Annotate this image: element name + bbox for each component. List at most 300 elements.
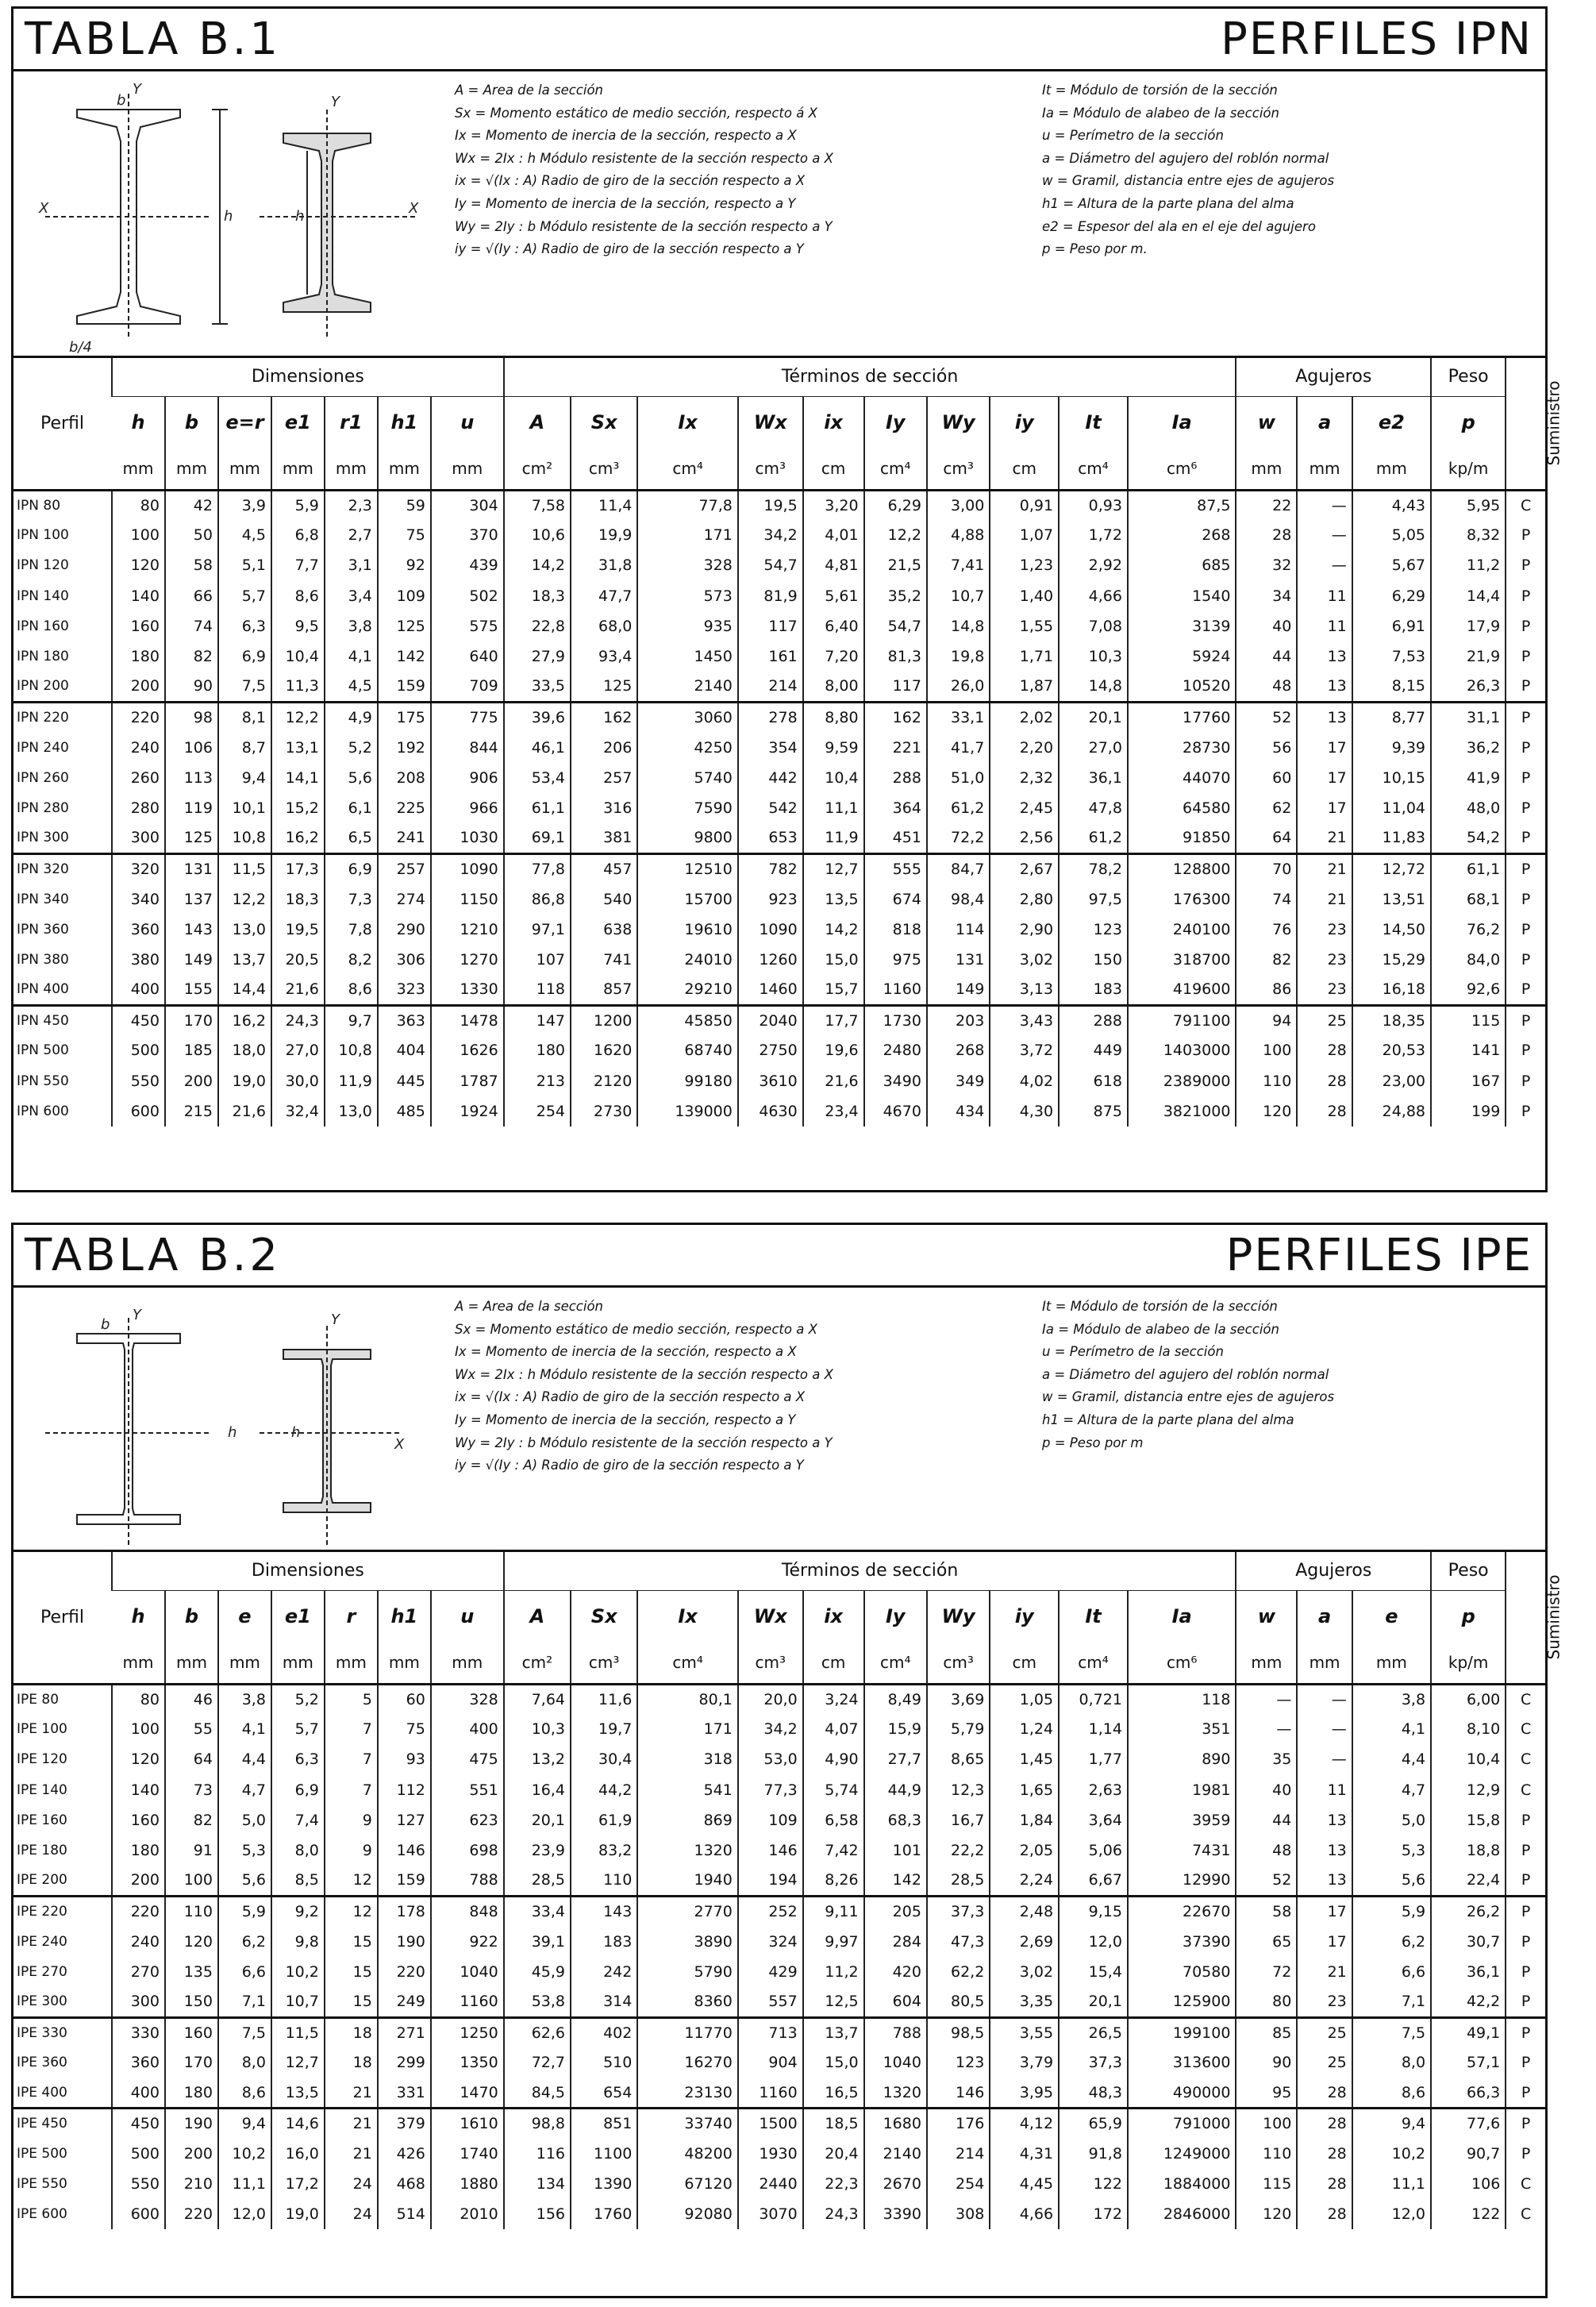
table-row bbox=[13, 702, 1545, 732]
table-cell: 3,69 bbox=[927, 1684, 990, 1714]
table-cell: 16,2 bbox=[271, 823, 325, 853]
table-cell: 21 bbox=[1297, 853, 1352, 884]
table-cell: 1320 bbox=[864, 2078, 927, 2108]
table-cell: 331 bbox=[378, 2078, 431, 2108]
table-cell: 349 bbox=[927, 1066, 990, 1096]
table-cell: 76,2 bbox=[1431, 915, 1506, 945]
table-cell: 200 bbox=[112, 672, 165, 702]
table-cell: 7590 bbox=[637, 793, 738, 823]
table-cell: 1730 bbox=[864, 1005, 927, 1035]
table-cell: 99180 bbox=[637, 1066, 738, 1096]
table-cell: 28 bbox=[1297, 2169, 1352, 2199]
table-cell: 2120 bbox=[571, 1066, 637, 1096]
table-row bbox=[13, 1927, 1545, 1957]
table-cell: 1,65 bbox=[990, 1775, 1059, 1805]
table-cell: 8,26 bbox=[803, 1866, 864, 1896]
table-cell: 618 bbox=[1059, 1066, 1128, 1096]
table-cell: 8,7 bbox=[218, 733, 271, 763]
column-unit: kp/m bbox=[1431, 449, 1506, 490]
table-cell: 4250 bbox=[637, 733, 738, 763]
table-cell: 113 bbox=[165, 763, 218, 793]
table-cell: 9,5 bbox=[271, 611, 325, 641]
table-cell: 35,2 bbox=[864, 581, 927, 611]
profile-name-cell: IPE 140 bbox=[17, 1781, 67, 1798]
column-header-peso: Peso bbox=[1431, 358, 1506, 396]
supply-cell: P bbox=[1506, 2139, 1545, 2169]
table-cell: 300 bbox=[112, 823, 165, 853]
column-symbol: Sx bbox=[571, 1590, 637, 1643]
table-cell: 1270 bbox=[431, 945, 504, 975]
table-cell: 82 bbox=[165, 641, 218, 672]
table-cell: 146 bbox=[738, 1835, 803, 1866]
table-cell: 8,49 bbox=[864, 1684, 927, 1714]
table-cell: 140 bbox=[112, 581, 165, 611]
table-cell: 288 bbox=[864, 763, 927, 793]
column-symbol: h1 bbox=[378, 396, 431, 449]
legend-item: A = Area de la sección bbox=[455, 83, 604, 98]
table-cell: 1620 bbox=[571, 1035, 637, 1065]
table-cell: 6,9 bbox=[271, 1775, 325, 1805]
table-cell: 17,3 bbox=[271, 853, 325, 884]
table-cell: 20,1 bbox=[1059, 1987, 1128, 2017]
unit-row bbox=[13, 1643, 1545, 1684]
table-cell: 81,9 bbox=[738, 581, 803, 611]
supply-cell: P bbox=[1506, 1096, 1545, 1127]
supply-cell: C bbox=[1506, 1744, 1545, 1774]
supply-cell: P bbox=[1506, 2047, 1545, 2078]
profile-name-cell: IPE 360 bbox=[17, 2055, 67, 2071]
table-cell: 21,5 bbox=[864, 550, 927, 580]
table-cell: 180 bbox=[112, 1835, 165, 1866]
supply-cell: P bbox=[1506, 823, 1545, 853]
table-cell: 21,6 bbox=[803, 1066, 864, 1096]
table-cell: 13,51 bbox=[1352, 884, 1431, 914]
table-cell: 7,42 bbox=[803, 1835, 864, 1866]
table-cell: 208 bbox=[378, 763, 431, 793]
column-symbol: iy bbox=[990, 396, 1059, 449]
profile-name-cell: IPN 360 bbox=[17, 921, 69, 938]
supply-cell: P bbox=[1506, 2017, 1545, 2047]
table-cell: 24,3 bbox=[803, 2199, 864, 2229]
table-row bbox=[13, 672, 1545, 702]
table-cell: 214 bbox=[738, 672, 803, 702]
table-cell: 100 bbox=[1236, 2109, 1297, 2139]
table-cell: 475 bbox=[431, 1744, 504, 1774]
table-cell: 1,72 bbox=[1059, 520, 1128, 550]
table-cell: 21 bbox=[325, 2078, 378, 2108]
legend-item: Sx = Momento estático de medio sección, respecto a X bbox=[455, 1321, 817, 1337]
table-cell: 31,1 bbox=[1431, 702, 1506, 732]
legend-item: Wx = 2Ix : h Módulo resistente de la sección respecto a X bbox=[455, 150, 833, 166]
table-cell: 5,9 bbox=[218, 1896, 271, 1926]
table-row bbox=[13, 641, 1545, 672]
table-cell: 31,8 bbox=[571, 550, 637, 580]
table-ipe bbox=[11, 1223, 1563, 2298]
table-cell: 6,8 bbox=[271, 520, 325, 550]
table-cell: 351 bbox=[1128, 1714, 1236, 1744]
table-cell: 8,2 bbox=[325, 945, 378, 975]
table-cell: 313600 bbox=[1128, 2047, 1236, 2078]
table-cell: 17 bbox=[1297, 1896, 1352, 1926]
table-cell: 11,9 bbox=[803, 823, 864, 853]
table-cell: 10,8 bbox=[218, 823, 271, 853]
table-cell: 53,0 bbox=[738, 1744, 803, 1774]
table-cell: 9,8 bbox=[271, 1927, 325, 1957]
table-cell: 28730 bbox=[1128, 733, 1236, 763]
table-cell: 5,67 bbox=[1352, 550, 1431, 580]
table-cell: 68,0 bbox=[571, 611, 637, 641]
table-cell: 284 bbox=[864, 1927, 927, 1957]
table-cell: 23,9 bbox=[504, 1835, 571, 1866]
table-cell: 12,5 bbox=[803, 1987, 864, 2017]
column-unit: mm bbox=[271, 449, 325, 490]
table-cell: 170 bbox=[165, 1005, 218, 1035]
svg-text:X: X bbox=[39, 200, 49, 217]
table-cell: 5,06 bbox=[1059, 1835, 1128, 1866]
profile-name-cell: IPN 550 bbox=[17, 1073, 69, 1089]
table-cell: 4,31 bbox=[990, 2139, 1059, 2169]
table-cell: 44 bbox=[1236, 1805, 1297, 1835]
column-header-suministro bbox=[1506, 1552, 1563, 1684]
table-cell: 5,0 bbox=[218, 1805, 271, 1835]
column-unit: cm bbox=[803, 449, 864, 490]
table-cell: 48 bbox=[1236, 672, 1297, 702]
table-cell: 150 bbox=[165, 1987, 218, 2017]
table-cell: 85 bbox=[1236, 2017, 1297, 2047]
table-cell: 324 bbox=[738, 1927, 803, 1957]
table-row bbox=[13, 793, 1545, 823]
table-cell: 3490 bbox=[864, 1066, 927, 1096]
profile-name-cell: IPN 400 bbox=[17, 981, 69, 998]
table-cell: 15 bbox=[325, 1927, 378, 1957]
column-header-peso: Peso bbox=[1431, 1552, 1506, 1590]
table-cell: 23 bbox=[1297, 975, 1352, 1005]
table-cell: 19,0 bbox=[218, 1066, 271, 1096]
table-cell: 713 bbox=[738, 2017, 803, 2047]
table-cell: 15 bbox=[325, 1987, 378, 2017]
table-cell: 280 bbox=[112, 793, 165, 823]
supply-cell: P bbox=[1506, 1835, 1545, 1866]
svg-text:b: b bbox=[117, 92, 126, 109]
table-cell: 80,5 bbox=[927, 1987, 990, 2017]
table-cell: 18 bbox=[325, 2017, 378, 2047]
table-cell: 21,6 bbox=[271, 975, 325, 1005]
table-cell: 9,4 bbox=[1352, 2109, 1431, 2139]
table-cell: — bbox=[1297, 550, 1352, 580]
table-cell: 66,3 bbox=[1431, 2078, 1506, 2108]
table-cell: 19,5 bbox=[271, 915, 325, 945]
table-cell: 450 bbox=[112, 1005, 165, 1035]
column-symbol: It bbox=[1059, 396, 1128, 449]
supply-cell: C bbox=[1506, 490, 1545, 520]
table-cell: 451 bbox=[864, 823, 927, 853]
profile-name-cell: IPE 400 bbox=[17, 2084, 67, 2101]
table-cell: 11,9 bbox=[325, 1066, 378, 1096]
table-cell: 12 bbox=[325, 1896, 378, 1926]
supply-cell: P bbox=[1506, 611, 1545, 641]
table-cell: 167 bbox=[1431, 1066, 1506, 1096]
table-cell: 340 bbox=[112, 884, 165, 914]
table-cell: 10,3 bbox=[504, 1714, 571, 1744]
table-row bbox=[13, 975, 1545, 1005]
legend-item: Iy = Momento de inercia de la sección, respecto a Y bbox=[455, 195, 796, 211]
table-cell: 199100 bbox=[1128, 2017, 1236, 2047]
table-row bbox=[13, 884, 1545, 914]
table-row bbox=[13, 2078, 1545, 2108]
table-cell: 80 bbox=[112, 1684, 165, 1714]
column-group-dimensiones: Dimensiones bbox=[112, 358, 504, 396]
supply-cell: P bbox=[1506, 763, 1545, 793]
table-cell: 118 bbox=[504, 975, 571, 1005]
table-cell: 2730 bbox=[571, 1096, 637, 1127]
table-cell: 791000 bbox=[1128, 2109, 1236, 2139]
profile-name-cell: IPN 280 bbox=[17, 799, 69, 816]
table-cell: 57,1 bbox=[1431, 2047, 1506, 2078]
table-cell: 400 bbox=[431, 1714, 504, 1744]
table-cell: 142 bbox=[378, 641, 431, 672]
table-cell: 7,5 bbox=[218, 2017, 271, 2047]
table-cell: 92,6 bbox=[1431, 975, 1506, 1005]
table-cell: 7,58 bbox=[504, 490, 571, 520]
table-row bbox=[13, 2199, 1545, 2229]
supply-cell: P bbox=[1506, 672, 1545, 702]
profile-name-cell: IPN 600 bbox=[17, 1103, 69, 1119]
table-cell: 28 bbox=[1236, 520, 1297, 550]
table-cell: 80 bbox=[1236, 1987, 1297, 2017]
column-symbol: r1 bbox=[325, 396, 378, 449]
table-cell: 73 bbox=[165, 1775, 218, 1805]
supply-cell: P bbox=[1506, 1066, 1545, 1096]
table-row bbox=[13, 520, 1545, 550]
table-cell: 120 bbox=[112, 550, 165, 580]
table-cell: 28 bbox=[1297, 2139, 1352, 2169]
table-cell: 555 bbox=[864, 853, 927, 884]
table-cell: 18,35 bbox=[1352, 1005, 1431, 1035]
table-cell: 8,65 bbox=[927, 1744, 990, 1774]
table-cell: 15700 bbox=[637, 884, 738, 914]
table-cell: 200 bbox=[112, 1866, 165, 1896]
supply-cell: P bbox=[1506, 2078, 1545, 2108]
table-cell: 240 bbox=[112, 733, 165, 763]
supply-cell: P bbox=[1506, 975, 1545, 1005]
table-cell: 3390 bbox=[864, 2199, 927, 2229]
table-cell: 10,8 bbox=[325, 1035, 378, 1065]
table-cell: 857 bbox=[571, 975, 637, 1005]
table-cell: 13,7 bbox=[218, 945, 271, 975]
legend-item: Sx = Momento estático de medio sección, respecto á X bbox=[455, 105, 817, 121]
table-cell: 450 bbox=[112, 2109, 165, 2139]
table-cell: 381 bbox=[571, 823, 637, 853]
table-cell: 12510 bbox=[637, 853, 738, 884]
table-cell: 16270 bbox=[637, 2047, 738, 2078]
table-cell: 28 bbox=[1297, 1096, 1352, 1127]
table-cell: 15,0 bbox=[803, 2047, 864, 2078]
table-cell: 13,1 bbox=[271, 733, 325, 763]
table-cell: 8,15 bbox=[1352, 672, 1431, 702]
table-cell: 4,9 bbox=[325, 702, 378, 732]
table-cell: 5,95 bbox=[1431, 490, 1506, 520]
table-cell: 2389000 bbox=[1128, 1066, 1236, 1096]
table-cell: 134 bbox=[504, 2169, 571, 2199]
table-cell: 60 bbox=[1236, 763, 1297, 793]
table-cell: 10,2 bbox=[271, 1957, 325, 1987]
table-cell: 28 bbox=[1297, 1035, 1352, 1065]
table-cell: 922 bbox=[431, 1927, 504, 1957]
table-cell: 1,84 bbox=[990, 1805, 1059, 1835]
table-cell: 557 bbox=[738, 1987, 803, 2017]
table-cell: 457 bbox=[571, 853, 637, 884]
column-unit: mm bbox=[1297, 1643, 1352, 1684]
table-cell: 2,90 bbox=[990, 915, 1059, 945]
table-cell: 225 bbox=[378, 793, 431, 823]
table-cell: 116 bbox=[504, 2139, 571, 2169]
table-cell: 161 bbox=[738, 641, 803, 672]
table-cell: 110 bbox=[165, 1896, 218, 1926]
table-cell: 4,90 bbox=[803, 1744, 864, 1774]
column-header-suministro bbox=[1506, 358, 1563, 490]
supply-cell: P bbox=[1506, 853, 1545, 884]
table-cell: 92080 bbox=[637, 2199, 738, 2229]
table-cell: 128800 bbox=[1128, 853, 1236, 884]
column-unit: cm⁶ bbox=[1128, 1643, 1236, 1684]
table-cell: 818 bbox=[864, 915, 927, 945]
table-cell: 354 bbox=[738, 733, 803, 763]
table-cell: 6,9 bbox=[325, 853, 378, 884]
legend-item: u = Perímetro de la sección bbox=[1042, 1344, 1224, 1360]
table-cell: 14,4 bbox=[218, 975, 271, 1005]
table-cell: 542 bbox=[738, 793, 803, 823]
table-cell: 50 bbox=[165, 520, 218, 550]
table-cell: 7,53 bbox=[1352, 641, 1431, 672]
table-cell: 7,1 bbox=[1352, 1987, 1431, 2017]
table-cell: 125 bbox=[378, 611, 431, 641]
table-cell: 5,2 bbox=[271, 1684, 325, 1714]
table-cell: 7,5 bbox=[218, 672, 271, 702]
table-cell: 72 bbox=[1236, 1957, 1297, 1987]
table-cell: 18,3 bbox=[504, 581, 571, 611]
profile-name-cell: IPN 140 bbox=[17, 587, 69, 604]
table-cell: 9,59 bbox=[803, 733, 864, 763]
legend-item: w = Gramil, distancia entre ejes de agujeros bbox=[1042, 173, 1335, 189]
table-cell: 97,5 bbox=[1059, 884, 1128, 914]
table-cell: 1478 bbox=[431, 1005, 504, 1035]
table-cell: 1940 bbox=[637, 1866, 738, 1896]
profile-name-cell: IPN 80 bbox=[13, 490, 112, 520]
legend-item: Wx = 2Ix : h Módulo resistente de la sección respecto a X bbox=[455, 1366, 833, 1382]
table-cell: 252 bbox=[738, 1896, 803, 1926]
table-cell: 6,9 bbox=[218, 641, 271, 672]
table-cell: 24 bbox=[325, 2169, 378, 2199]
table-cell: 100 bbox=[165, 1866, 218, 1896]
table-cell: 7 bbox=[325, 1775, 378, 1805]
table-row bbox=[13, 1744, 1545, 1774]
table-cell: 923 bbox=[738, 884, 803, 914]
legend-item: a = Diámetro del agujero del roblón normal bbox=[1042, 1366, 1329, 1382]
table-cell: 3890 bbox=[637, 1927, 738, 1957]
column-symbol: u bbox=[431, 1590, 504, 1643]
supply-cell: P bbox=[1506, 550, 1545, 580]
column-symbol: Ix bbox=[637, 1590, 738, 1643]
table-cell: 98 bbox=[165, 702, 218, 732]
symbol-row bbox=[13, 1590, 1545, 1643]
table-cell: 24,88 bbox=[1352, 1096, 1431, 1127]
table-cell: 16,0 bbox=[271, 2139, 325, 2169]
table-cell: 131 bbox=[165, 853, 218, 884]
table-cell: 551 bbox=[431, 1775, 504, 1805]
table-cell: 16,18 bbox=[1352, 975, 1431, 1005]
column-unit: mm bbox=[378, 1643, 431, 1684]
table-cell: 1030 bbox=[431, 823, 504, 853]
table-cell: 28 bbox=[1297, 1066, 1352, 1096]
table-cell: 241 bbox=[378, 823, 431, 853]
column-unit: mm bbox=[431, 1643, 504, 1684]
table-cell: — bbox=[1297, 490, 1352, 520]
table-cell: 92 bbox=[378, 550, 431, 580]
table-cell: 44070 bbox=[1128, 763, 1236, 793]
table-cell: 4,4 bbox=[218, 1744, 271, 1774]
table-cell: 52 bbox=[1236, 1866, 1297, 1896]
supply-cell: P bbox=[1506, 733, 1545, 763]
supply-cell: P bbox=[1506, 1987, 1545, 2017]
table-cell: 67120 bbox=[637, 2169, 738, 2199]
supply-cell: P bbox=[1506, 1957, 1545, 1987]
table-cell: 975 bbox=[864, 945, 927, 975]
legend-item: h1 = Altura de la parte plana del alma bbox=[1042, 1412, 1294, 1427]
supply-cell: P bbox=[1506, 641, 1545, 672]
table-cell: — bbox=[1236, 1714, 1297, 1744]
table-cell: 6,2 bbox=[1352, 1927, 1431, 1957]
table-cell: 14,6 bbox=[271, 2109, 325, 2139]
table-cell: 3,64 bbox=[1059, 1805, 1128, 1835]
table-cell: 1500 bbox=[738, 2109, 803, 2139]
profile-name-cell: IPN 180 bbox=[17, 649, 69, 665]
table-cell: 23 bbox=[1297, 945, 1352, 975]
table-cell: 100 bbox=[1236, 1035, 1297, 1065]
table-cell: 10,4 bbox=[803, 763, 864, 793]
table-cell: 320 bbox=[112, 853, 165, 884]
legend-item: iy = √(Iy : A) Radio de giro de la sección respecto a Y bbox=[455, 1458, 804, 1473]
legend-section bbox=[13, 1288, 1545, 1552]
header-row bbox=[13, 358, 1545, 396]
column-symbol: Sx bbox=[571, 396, 637, 449]
legend-item: A = Area de la sección bbox=[455, 1299, 604, 1314]
table-cell: 270 bbox=[112, 1957, 165, 1987]
table-cell: 11,2 bbox=[1431, 550, 1506, 580]
table-cell: 363 bbox=[378, 1005, 431, 1035]
table-cell: 11,5 bbox=[271, 2017, 325, 2047]
table-cell: 11,5 bbox=[218, 853, 271, 884]
table-cell: 90 bbox=[165, 672, 218, 702]
table-cell: 74 bbox=[1236, 884, 1297, 914]
table-row bbox=[13, 1096, 1545, 1127]
legend-item: It = Módulo de torsión de la sección bbox=[1042, 1299, 1278, 1314]
column-group-agujeros: Agujeros bbox=[1236, 1552, 1431, 1590]
table-cell: 4630 bbox=[738, 1096, 803, 1127]
table-cell: 400 bbox=[112, 2078, 165, 2108]
table-cell: 72,2 bbox=[927, 823, 990, 853]
table-cell: 155 bbox=[165, 975, 218, 1005]
table-cell: 48,0 bbox=[1431, 793, 1506, 823]
table-cell: 3,43 bbox=[990, 1005, 1059, 1035]
table-cell: 1160 bbox=[864, 975, 927, 1005]
table-cell: 314 bbox=[571, 1987, 637, 2017]
table-cell: 4,45 bbox=[990, 2169, 1059, 2199]
table-cell: 28,5 bbox=[927, 1866, 990, 1896]
table-cell: 14,50 bbox=[1352, 915, 1431, 945]
table-cell: 2,63 bbox=[1059, 1775, 1128, 1805]
table-cell: 1330 bbox=[431, 975, 504, 1005]
table-cell: 90 bbox=[1236, 2047, 1297, 2078]
